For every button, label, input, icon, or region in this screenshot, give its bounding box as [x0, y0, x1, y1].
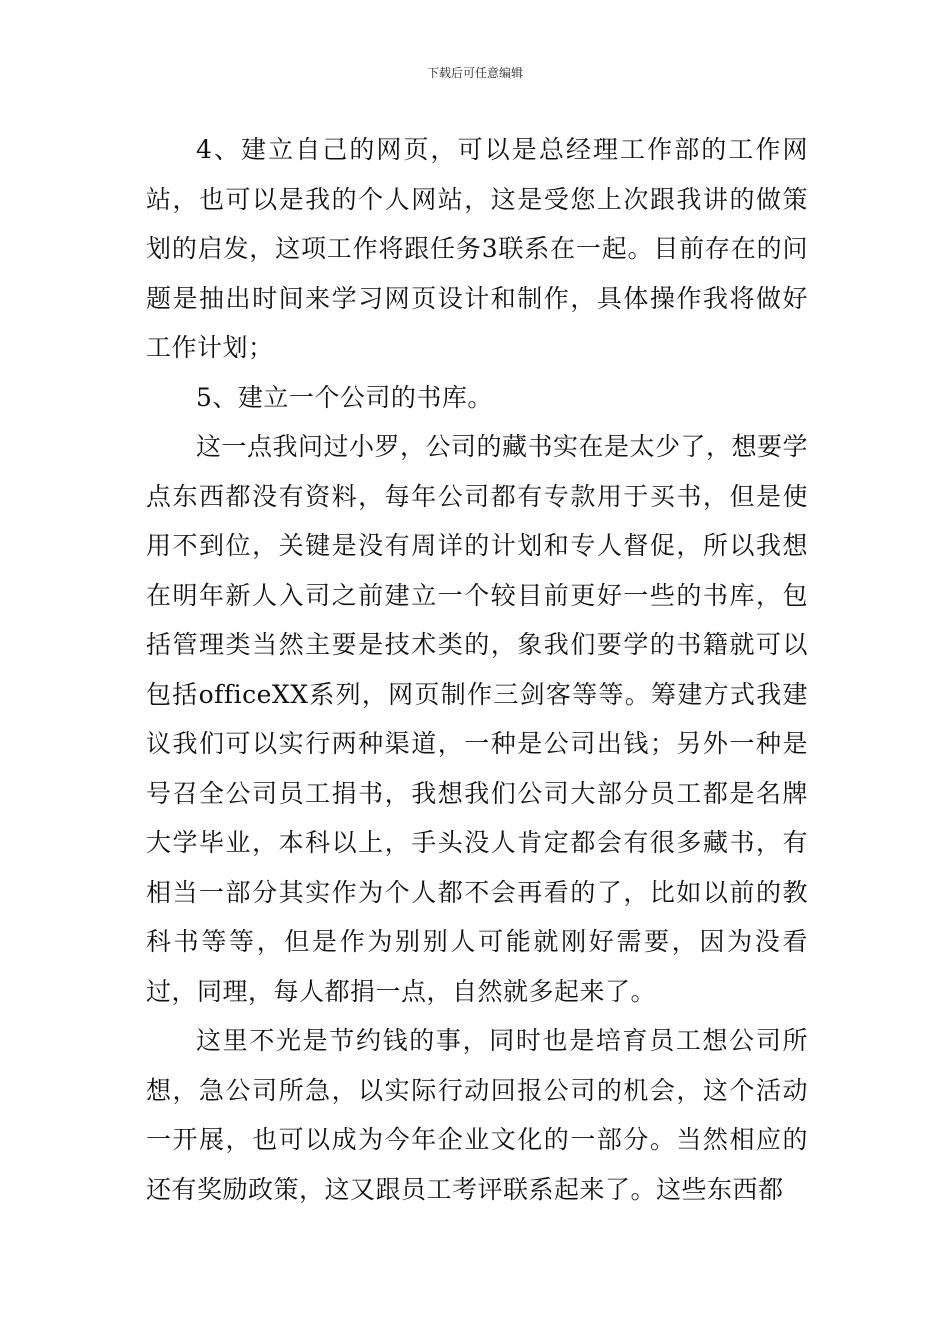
paragraph-culture: 这里不光是节约钱的事，同时也是培育员工想公司所想，急公司所急，以实际行动回报公司的机会，这个活动一开展，也可以成为今年企业文化的一部分。当然相应的还有奖励政策，这又跟员工考评联系起来了。这些东西都: [146, 1026, 808, 1204]
paragraph-library-heading: 5、建立一个公司的书库。: [196, 382, 493, 412]
paragraph-library-details: 这一点我问过小罗，公司的藏书实在是太少了，想要学点东西都没有资料，每年公司都有专款用于买书，但是使用不到位，关键是没有周详的计划和专人督促，所以我想在明年新人入司之前建立一个较目前更好一些的书库，包括管理类当然主要是技术类的，象我们要学的书籍就可以包括officeXX系列，网页制作三剑客等等。筹建方式我建议我们可以实行两种渠道，一种是公司出钱；另外一种是号召全公司员工捐书，我想我们公司大部分员工都是名牌大学毕业，本科以上，手头没人肯定都会有很多藏书，有相当一部分其实作为个人都不会再看的了，比如以前的教科书等等，但是作为别别人可能就刚好需要，因为没看过，同理，每人都捐一点，自然就多起来了。: [146, 432, 809, 1006]
document-body: [146, 125, 808, 1214]
page-header: 下载后可任意编辑: [426, 66, 523, 80]
paragraph-website-plan: 4、建立自己的网页，可以是总经理工作部的工作网站，也可以是我的个人网站，这是受您上次跟我讲的做策划的启发，这项工作将跟任务3联系在一起。目前存在的问题是抽出时间来学习网页设计和制作，具体操作我将做好工作计划；: [146, 135, 808, 362]
